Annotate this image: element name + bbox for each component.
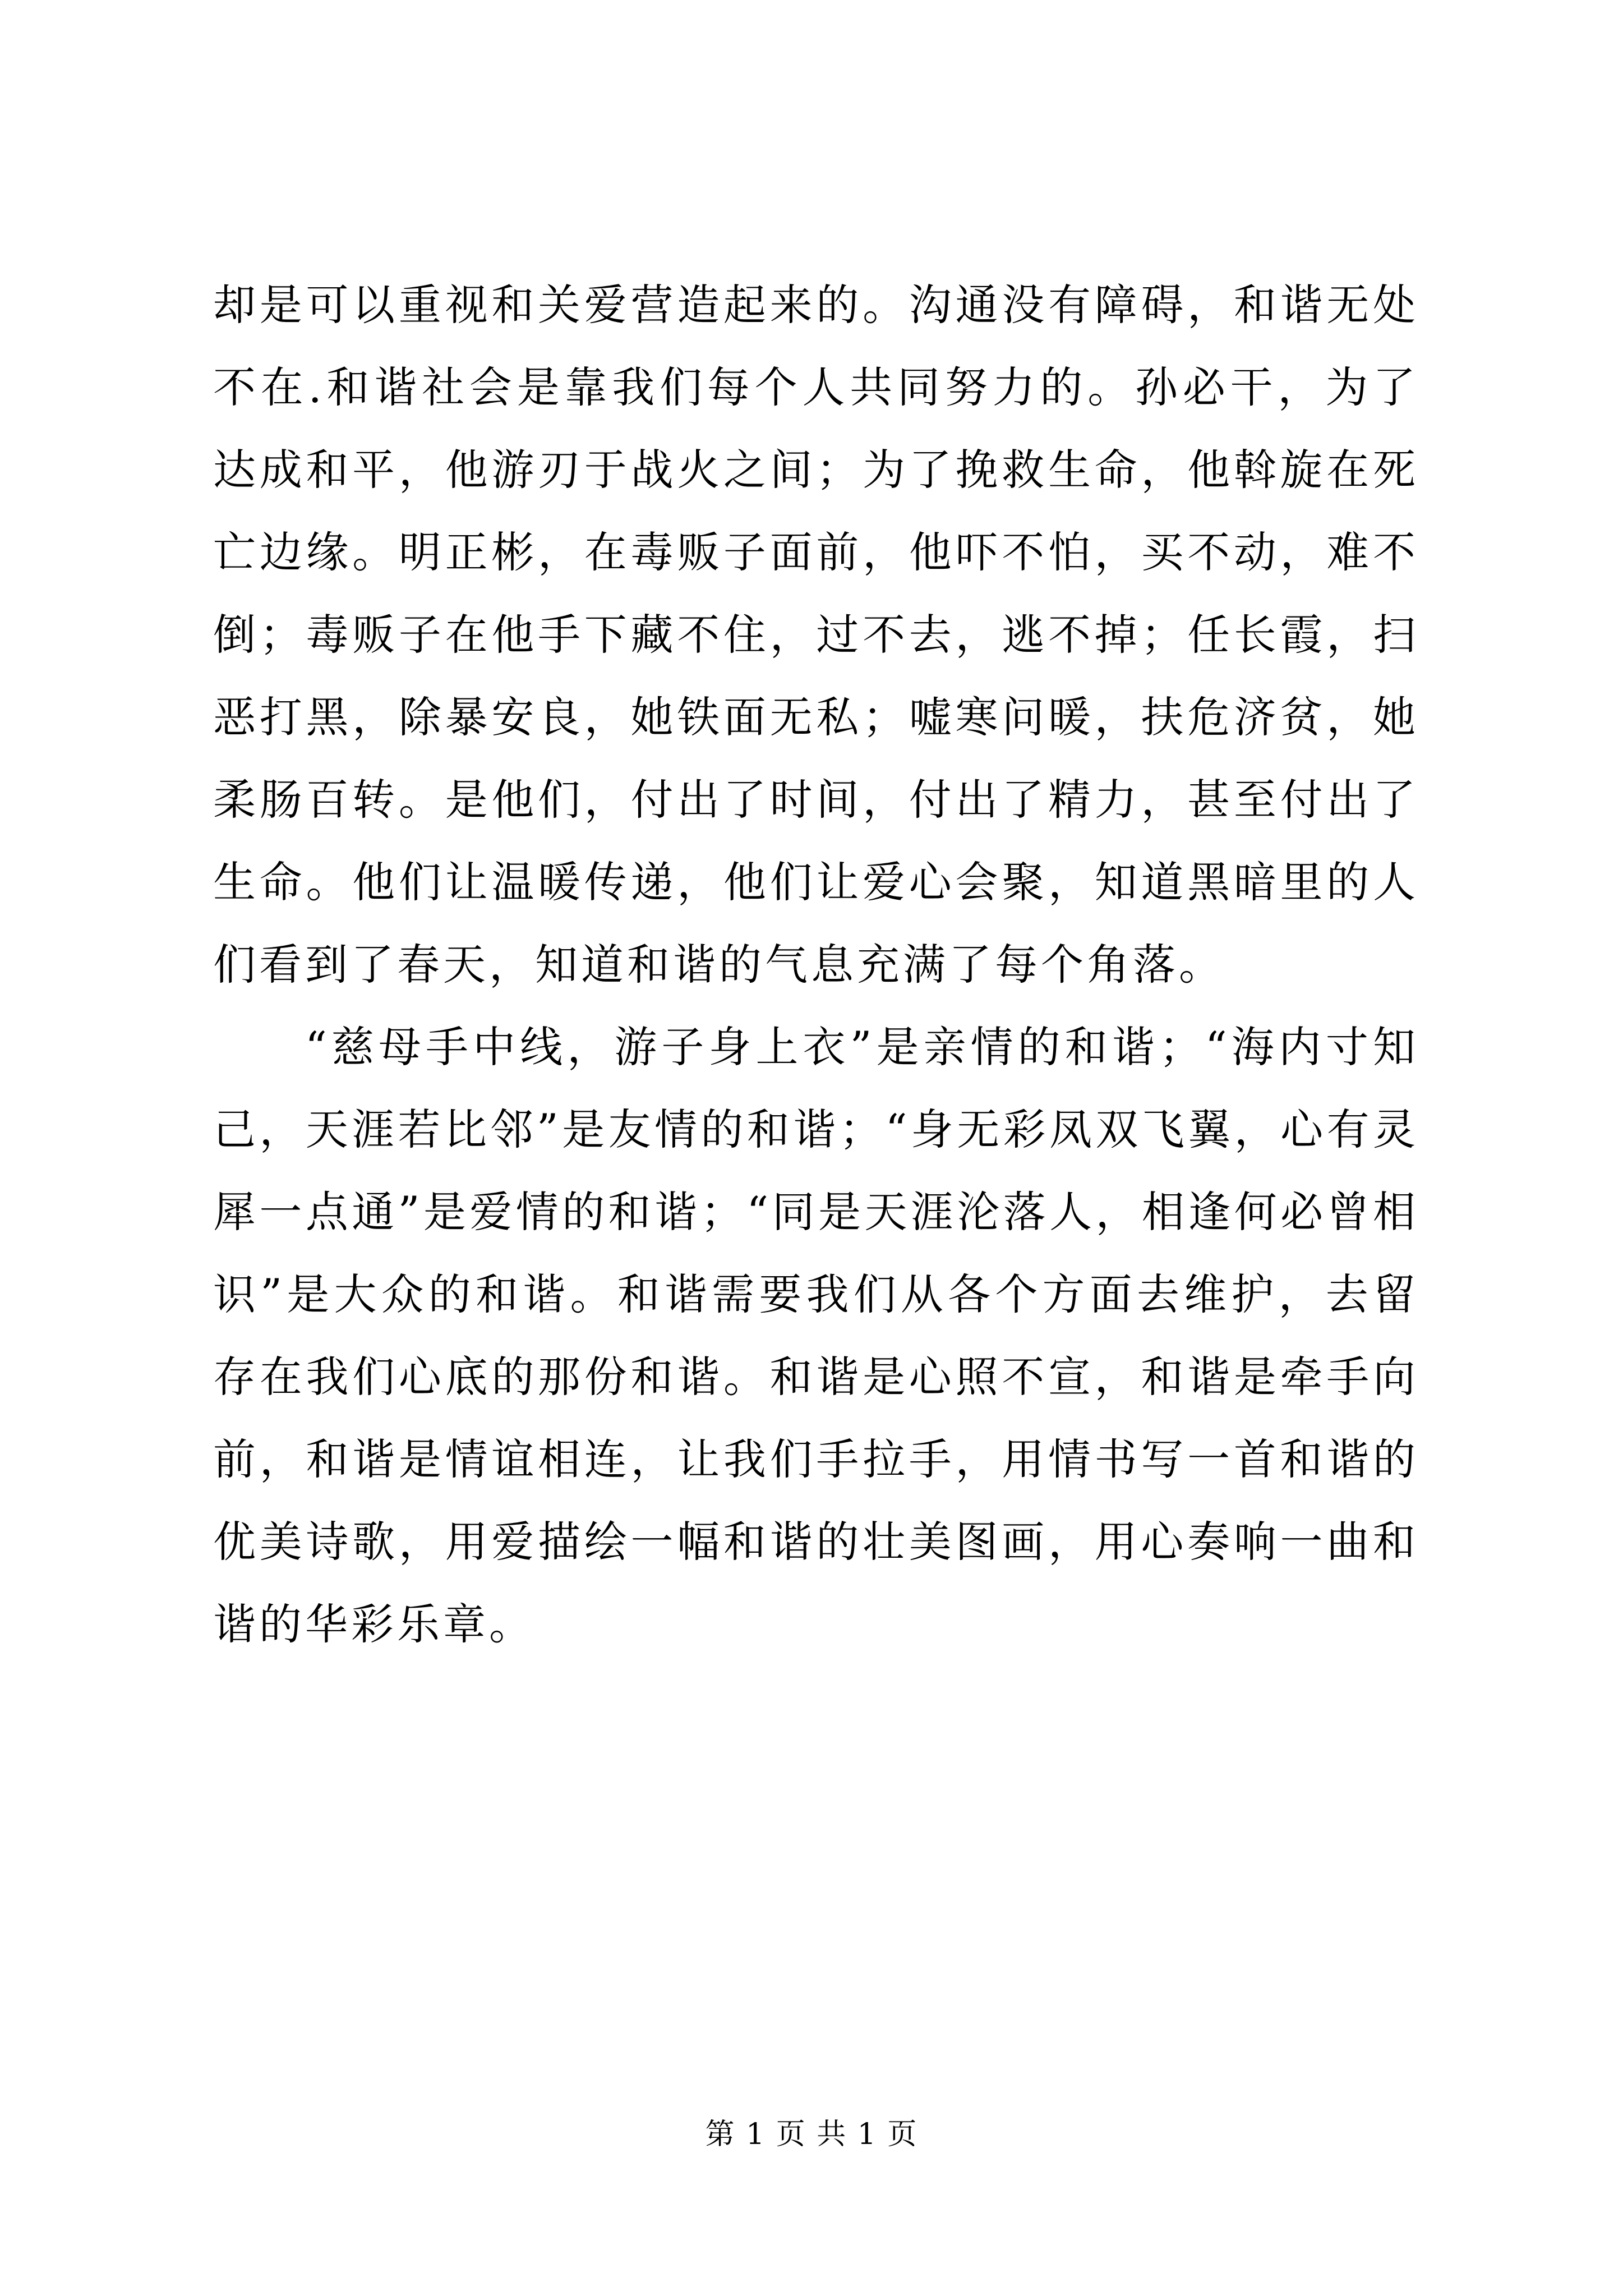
paragraph-1: 却是可以重视和关爱营造起来的。沟通没有障碍，和谐无处不在.和谐社会是靠我们每个人共同努力的。孙必干，为了达成和平，他游刃于战火之间；为了挽救生命，他斡旋在死亡边缘。明正彬，在毒贩子面前，他吓不怕，买不动，难不倒；毒贩子在他手下藏不住，过不去，逃不掉；任长霞，扫恶打黑，除暴安良，她铁面无私；嘘寒问暖，扶危济贫，她柔肠百转。是他们，付出了时间，付出了精力，甚至付出了生命。他们让温暖传递，他们让爱心会聚，知道黑暗里的人们看到了春天，知道和谐的气息充满了每个角落。 (213, 280, 1419, 990)
paragraph-2: “慈母手中线，游子身上衣”是亲情的和谐；“海内寸知己，天涯若比邻”是友情的和谐；“身无彩凤双飞翼，心有灵犀一点通”是爱情的和谐；“同是天涯沦落人，相逢何必曾相识”是大众的和谐。和谐需要我们从各个方面去维护，去留存在我们心底的那份和谐。和谐是心照不宣，和谐是牵手向前，和谐是情谊相连，让我们手拉手，用情书写一首和谐的优美诗歌，用爱描绘一幅和谐的壮美图画，用心奏响一曲和谐的华彩乐章。 (213, 1022, 1419, 1649)
page-number-footer: 第 1 页 共 1 页 (705, 2118, 918, 2151)
document-body (213, 264, 1419, 1665)
